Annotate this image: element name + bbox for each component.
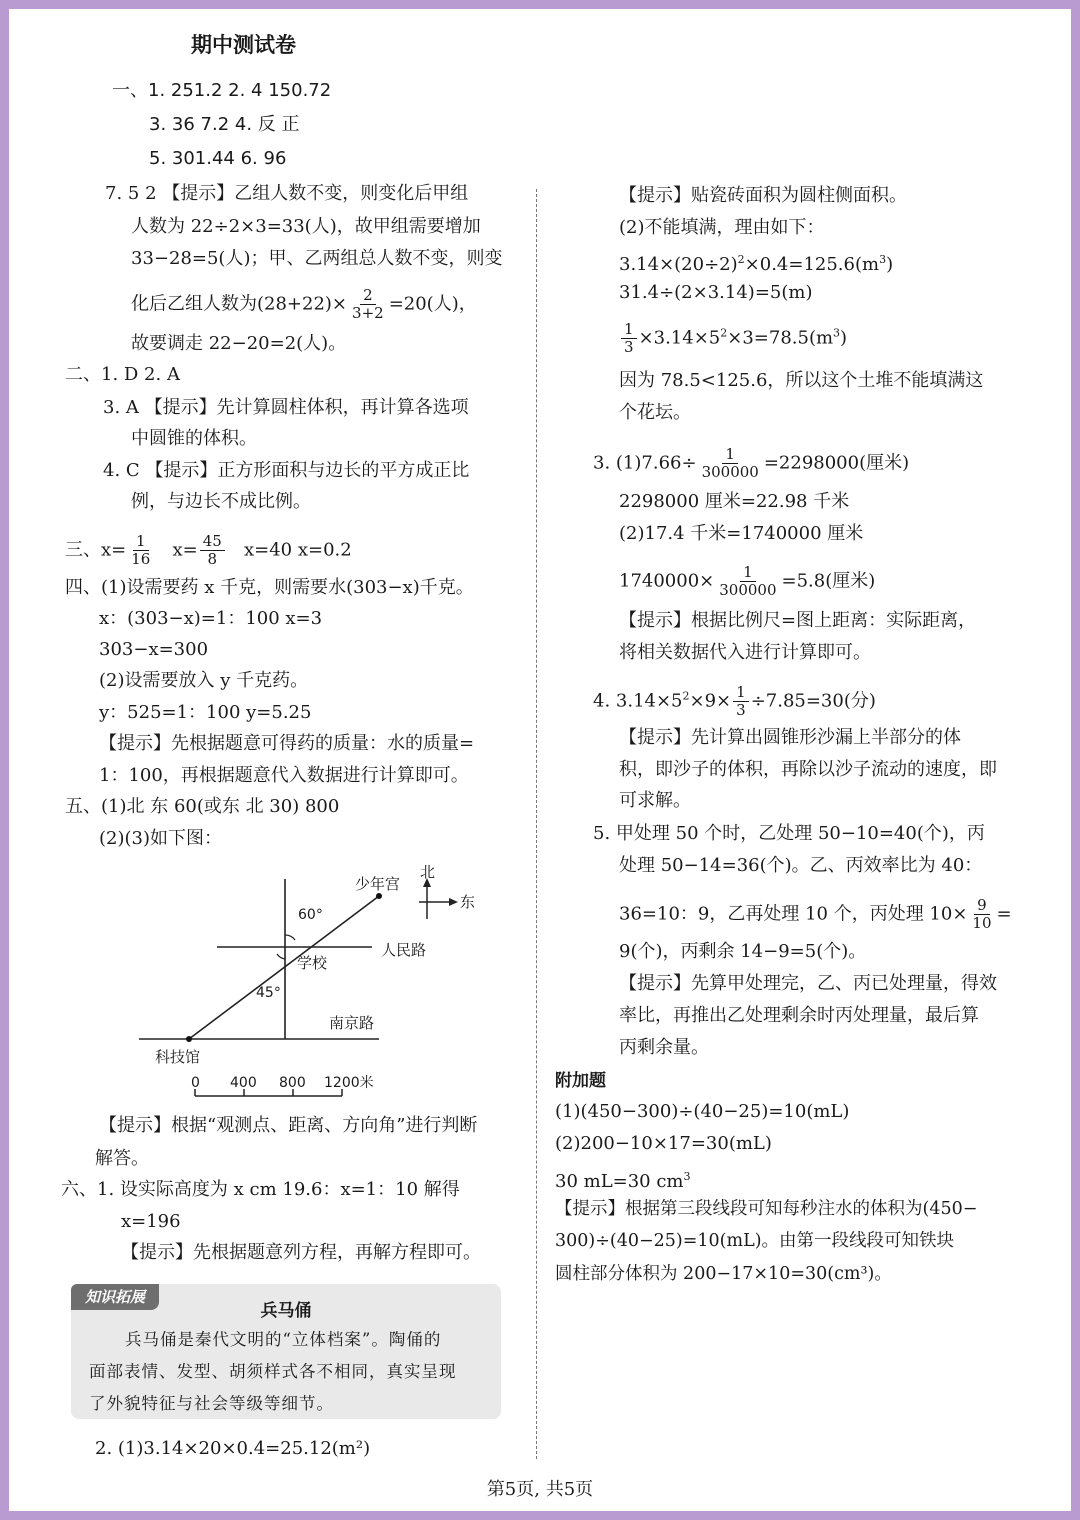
section4-line1: 四、(1)设需要药 x 千克，则需要水(303−x)千克。 [65, 577, 474, 598]
right-line3-a: 3.14×(20÷2) [619, 254, 738, 275]
right-line11 [619, 564, 875, 599]
right-line17: 可求解。 [619, 790, 691, 811]
fraction [733, 684, 749, 719]
right-line20-a: 36=10：9，乙再处理 10 个，丙处理 10× [619, 903, 968, 925]
knowledge-tag: 知识拓展 [71, 1284, 159, 1310]
page-title: 期中测试卷 [191, 33, 296, 57]
fraction [716, 564, 779, 599]
section2-line3: 中圆锥的体积。 [131, 428, 257, 449]
fraction-denominator: 8 [207, 550, 218, 568]
right-line4: 31.4÷(2×3.14)=5(m) [619, 282, 813, 303]
right-line3-b: ×0.4=125.6(m [744, 254, 880, 275]
section5-line2: (2)(3)如下图： [99, 828, 222, 849]
section5-line3: 【提示】根据“观测点、距离、方向角”进行判断 [99, 1115, 478, 1136]
fraction-denominator: 3+2 [352, 304, 384, 322]
right-line28: 30 mL=30 $cm^3$ [555, 1170, 691, 1192]
map-angle45-label: 45° [256, 985, 281, 1001]
knowledge-line1: 兵马俑是秦代文明的“立体档案”。陶俑的 [125, 1330, 442, 1349]
right-line8-b: =2298000(厘米) [763, 452, 910, 474]
right-line14: 4. $3.14\times 5^2\times 9\times$ $\frac{1}{3}$ ÷7.85=30(分) [593, 683, 876, 719]
right-line20 [619, 897, 1012, 932]
section3-x3: x=40 x=0.2 [244, 539, 352, 561]
fraction-numerator: 1 [722, 446, 738, 464]
right-line3: $3.14\times(20\div 2)^2\times 0.4=125.6(m^3)$ [619, 253, 894, 275]
knowledge-box [71, 1284, 501, 1419]
section5-line1: 五、(1)北 东 60(或东 北 30) 800 [65, 796, 340, 817]
right-line30: 300)÷(40−25)=10(mL)。由第一段线段可知铁块 [555, 1231, 955, 1251]
scale-tick-label: 1200米 [324, 1075, 374, 1091]
right-line16: 积，即沙子的体积，再除以沙子流动的速度，即 [619, 759, 997, 780]
map-east-label: 东 [460, 893, 476, 911]
right-line11-b: =5.8(厘米) [781, 570, 876, 592]
section3-x1: 三、x= [65, 539, 127, 561]
section6-q2: 2. (1)3.14×20×0.4=25.12(m²) [95, 1438, 371, 1459]
scale-tick-label: 400 [230, 1075, 257, 1091]
q7-line1: 7. 5 2 【提示】乙组人数不变，则变化后甲组 [105, 183, 469, 204]
right-line29: 【提示】根据第三段线段可知每秒注水的体积为(450− [555, 1199, 978, 1219]
fraction [699, 446, 762, 481]
fraction-numerator: 1 [621, 321, 637, 339]
map-road1-label: 人民路 [381, 941, 427, 959]
fraction [128, 533, 153, 568]
right-line5-c: ) [840, 327, 848, 349]
fraction-denominator: 300000 [719, 581, 777, 599]
q7-line3: 33−28=5(人)；甲、乙两组总人数不变，则变 [131, 248, 503, 269]
right-line10: (2)17.4 千米=1740000 厘米 [619, 523, 864, 544]
right-line21: 9(个)，丙剩余 14−9=5(个)。 [619, 941, 867, 962]
map-north-label: 北 [420, 864, 436, 881]
knowledge-line3: 了外貌特征与社会等级等细节。 [89, 1394, 334, 1413]
section1-line2: 3. 36 7.2 4. 反 正 [149, 114, 300, 135]
fraction [200, 533, 225, 568]
fraction-numerator: 1 [733, 684, 749, 702]
fraction-numerator: 9 [974, 897, 990, 915]
right-line27: (2)200−10×17=30(mL) [555, 1133, 772, 1154]
section6-line2: x=196 [121, 1211, 181, 1232]
fraction-numerator: 1 [740, 564, 756, 582]
section4-line4: (2)设需要放入 y 千克药。 [99, 670, 309, 691]
section6-line3: 【提示】先根据题意列方程，再解方程即可。 [121, 1242, 481, 1263]
right-line26: (1)(450−300)÷(40−25)=10(mL) [555, 1101, 850, 1122]
fraction-denominator: 16 [131, 550, 151, 568]
answer-page [9, 9, 1071, 1511]
map-palace-label: 少年宫 [355, 875, 401, 893]
fraction-denominator: 10 [972, 914, 992, 932]
direction-map [129, 864, 489, 1109]
section5-line4: 解答。 [95, 1148, 149, 1169]
right-line12: 【提示】根据比例尺=图上距离：实际距离， [619, 610, 977, 631]
section4-line3: 303−x=300 [99, 639, 209, 660]
q7-line4 [131, 287, 477, 322]
right-line28-a: 30 mL=30 cm [555, 1171, 684, 1192]
fraction-denominator: 3 [624, 338, 634, 356]
page-footer: 第5页, 共5页 [486, 1479, 594, 1500]
right-line14-b: ×9× [689, 690, 732, 712]
q7-line4-text: 化后乙组人数为(28+22)× [131, 293, 348, 315]
knowledge-title: 兵马俑 [260, 1301, 312, 1321]
right-line3-c: ) [886, 254, 894, 275]
fraction [621, 321, 637, 356]
scale-tick-label: 0 [191, 1075, 200, 1091]
knowledge-line2: 面部表情、发型、胡须样式各不相同，真实呈现 [89, 1362, 457, 1381]
right-line18: 5. 甲处理 50 个时，乙处理 50−10=40(个)，丙 [593, 823, 985, 844]
right-line31: 圆柱部分体积为 200−17×10=30(cm³)。 [555, 1264, 892, 1284]
right-line11-a: 1740000× [619, 570, 715, 592]
right-line6: 因为 78.5<125.6，所以这个土堆不能填满这 [619, 370, 984, 391]
section2-line5: 例，与边长不成比例。 [131, 491, 311, 512]
right-line5-b: ×3=78.5(m [727, 327, 834, 349]
section4-line7: 1：100，再根据题意代入数据进行计算即可。 [99, 765, 469, 786]
section3-x2: x= [172, 539, 198, 561]
right-line23: 率比，再推出乙处理剩余时丙处理量，最后算 [619, 1005, 979, 1026]
right-line7: 个花坛。 [619, 402, 691, 423]
map-road2-label: 南京路 [329, 1014, 375, 1032]
section4-line6: 【提示】先根据题意可得药的质量：水的质量= [99, 733, 475, 754]
fraction [969, 897, 994, 932]
right-line14-a: 4. 3.14×5 [593, 690, 683, 712]
q7-line5: 故要调走 22−20=2(人)。 [131, 333, 347, 354]
section1-line1: 一、1. 251.2 2. 4 150.72 [112, 80, 332, 101]
section6-line1: 六、1. 设实际高度为 x cm 19.6：x=1：10 解得 [61, 1179, 460, 1200]
fraction-denominator: 3 [736, 701, 746, 719]
q7-line4-result: =20(人)， [388, 293, 477, 315]
right-line14-c: ÷7.85=30(分) [750, 690, 876, 712]
right-line13: 将相关数据代入进行计算即可。 [619, 642, 871, 663]
fraction-numerator: 2 [360, 287, 376, 305]
right-line15: 【提示】先计算出圆锥形沙漏上半部分的体 [619, 727, 961, 748]
section1-line3: 5. 301.44 6. 96 [149, 148, 287, 169]
right-line9: 2298000 厘米=22.98 千米 [619, 491, 850, 512]
column-divider [536, 189, 537, 1459]
section2-line4: 4. C 【提示】正方形面积与边长的平方成正比 [103, 460, 470, 481]
map-school-label: 学校 [297, 954, 328, 972]
section2-line1: 二、1. D 2. A [65, 364, 180, 385]
right-line5-a: ×3.14×5 [638, 327, 721, 349]
right-line8 [593, 446, 909, 481]
section3-line [65, 533, 352, 568]
fraction-denominator: 300000 [701, 463, 759, 481]
section4-line2: x：(303−x)=1：100 x=3 [99, 608, 323, 629]
map-angle60-label: 60° [298, 907, 323, 923]
right-line1: 【提示】贴瓷砖面积为圆柱侧面积。 [619, 185, 907, 206]
scale-tick-label: 800 [279, 1075, 306, 1091]
fraction-numerator: 1 [133, 533, 149, 551]
section2-line2: 3. A 【提示】先计算圆柱体积，再计算各选项 [103, 397, 469, 418]
fraction-numerator: 45 [200, 533, 225, 551]
section4-line5: y：525=1：100 y=5.25 [99, 702, 312, 723]
right-line19: 处理 50−14=36(个)。乙、丙效率比为 40： [619, 855, 983, 876]
right-line22: 【提示】先算甲处理完，乙、丙已处理量，得效 [619, 973, 997, 994]
map-museum-label: 科技馆 [155, 1048, 201, 1066]
bonus-heading: 附加题 [555, 1071, 606, 1091]
right-line2: (2)不能填满，理由如下： [619, 217, 825, 238]
right-line20-b: = [996, 903, 1012, 925]
right-line5: $\frac{1}{3}$ $\times 3.14\times 5^2\times 3=78.5(m^3)$ [619, 321, 847, 356]
fraction [349, 287, 387, 322]
q7-line2: 人数为 22÷2×3=33(人)，故甲组需要增加 [131, 216, 481, 237]
right-line8-a: 3. (1)7.66÷ [593, 452, 697, 474]
right-line24: 丙剩余量。 [619, 1037, 709, 1058]
